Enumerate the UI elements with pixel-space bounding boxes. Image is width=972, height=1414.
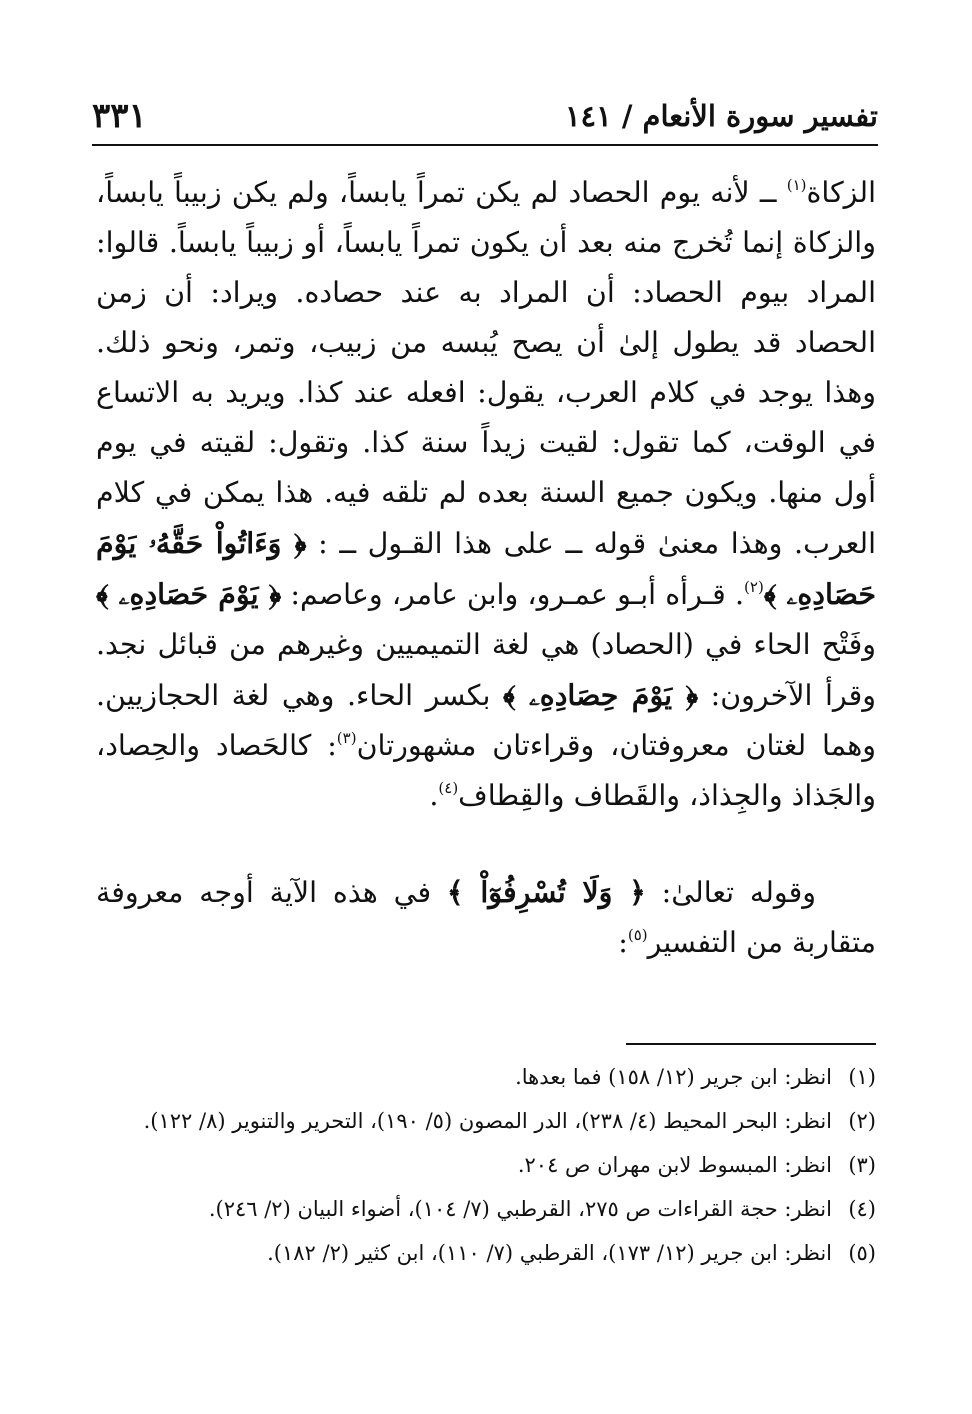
text-run: وقوله تعالىٰ: — [645, 876, 817, 909]
footnote-item — [96, 1190, 876, 1228]
text-run: ــ لأنه يوم الحصاد لم يكن تمراً يابساً، ولم يكن زبيباً يابساً، والزكاة إنما تُخرج منه بعد أن يكون تمراً يابساً، أو زبيباً يابساً. قالوا: المراد بيوم الحصاد: أن المراد به عند حصاده. ويراد: أن زمن الحصاد قد يطول إلىٰ أن يصح يُبسه من زبيب، وتمر، ونحو ذلك. وهذا يوجد في كلام العرب، يقول: افعله عند كذا. ويريد به الاتساع في الوقت، كما تقول: لقيت زيداً سنة كذا. وتقول: لقيته في يوم أول منها. ويكون جميع السنة بعده لم تلقه فيه. هذا يمكن في كلام العرب. وهذا معنىٰ قوله ــ على هذا القـول ــ : — [96, 176, 876, 560]
text-run: . — [429, 779, 439, 812]
footnote-ref-5: (٥) — [627, 926, 648, 944]
footnote-text: انظر: ابن جرير (١٢/ ١٥٨) فما بعدها. — [515, 1065, 832, 1089]
footnote-number: (٣) — [848, 1153, 876, 1177]
text-run: الزكاة — [806, 176, 876, 209]
text-run: في هذه الآية أوجه معروفة متقاربة من التفسير — [96, 876, 876, 959]
quran-verse: ﴿ يَوْمَ حِصَادِهِۦ ﴾ — [502, 678, 699, 712]
footnote-text: انظر: ابن جرير (١٢/ ١٧٣)، القرطبي (٧/ ١١٠)، ابن كثير (٢/ ١٨٢). — [267, 1241, 832, 1265]
footnote-ref-1: (١) — [786, 176, 807, 194]
footnote-number: (١) — [848, 1065, 876, 1089]
footnote-number: (٥) — [848, 1241, 876, 1265]
text-run: وفَتْح الحاء في (الحصاد) هي لغة التميميين وغيرهم من قبائل نجد. وقرأ الآخرون: — [96, 628, 876, 712]
paragraph-1 — [96, 168, 876, 821]
footnote-number: (٢) — [848, 1109, 876, 1133]
footnote-item — [96, 1234, 876, 1272]
footnote-text: انظر: حجة القراءات ص ٢٧٥، القرطبي (٧/ ١٠٤)، أضواء البيان (٢/ ٢٤٦). — [208, 1197, 832, 1221]
quran-verse: ﴿ يَوْمَ حَصَادِهِۦ ﴾ — [96, 577, 282, 611]
page-header — [92, 90, 878, 142]
text-run: : — [618, 926, 628, 959]
footnote-item — [96, 1146, 876, 1184]
main-text — [96, 168, 876, 968]
text-run: بكسر الحاء. وهي لغة الحجازيين. وهما لغتان معروفتان، وقراءتان مشهورتان — [96, 679, 876, 762]
footnote-separator — [626, 1043, 876, 1045]
footnote-item — [96, 1102, 876, 1140]
footnote-text: انظر: البحر المحيط (٤/ ٢٣٨)، الدر المصون (٥/ ١٩٠)، التحرير والتنوير (٨/ ١٢٢). — [143, 1109, 832, 1133]
footnote-ref-4: (٤) — [438, 779, 459, 797]
quran-verse: ﴿ وَءَاتُواْ حَقَّهُۥ يَوْمَ حَصَادِهِۦ ﴾ — [96, 526, 876, 611]
text-run: . قـرأه أبـو عمـرو، وابن عامر، وعاصم: — [281, 578, 745, 611]
page-number: ٣٣١ — [92, 96, 147, 136]
footnote-ref-3: (٣) — [336, 729, 357, 747]
paragraph-2 — [96, 867, 876, 968]
running-title: تفسير سورة الأنعام / ١٤١ — [564, 99, 878, 133]
header-rule — [92, 144, 878, 146]
footnote-number: (٤) — [848, 1197, 876, 1221]
footnote-item — [96, 1058, 876, 1096]
footnote-ref-2: (٢) — [744, 578, 764, 596]
text-run: : كالحَصاد والحِصاد، والجَذاذ والجِذاذ، والقَطاف والقِطاف — [96, 729, 876, 812]
footnotes — [96, 1058, 876, 1278]
quran-verse: ﴿ وَلَا تُسْرِفُوٓاْ ﴾ — [446, 875, 646, 909]
footnote-text: انظر: المبسوط لابن مهران ص ٢٠٤. — [517, 1153, 832, 1177]
